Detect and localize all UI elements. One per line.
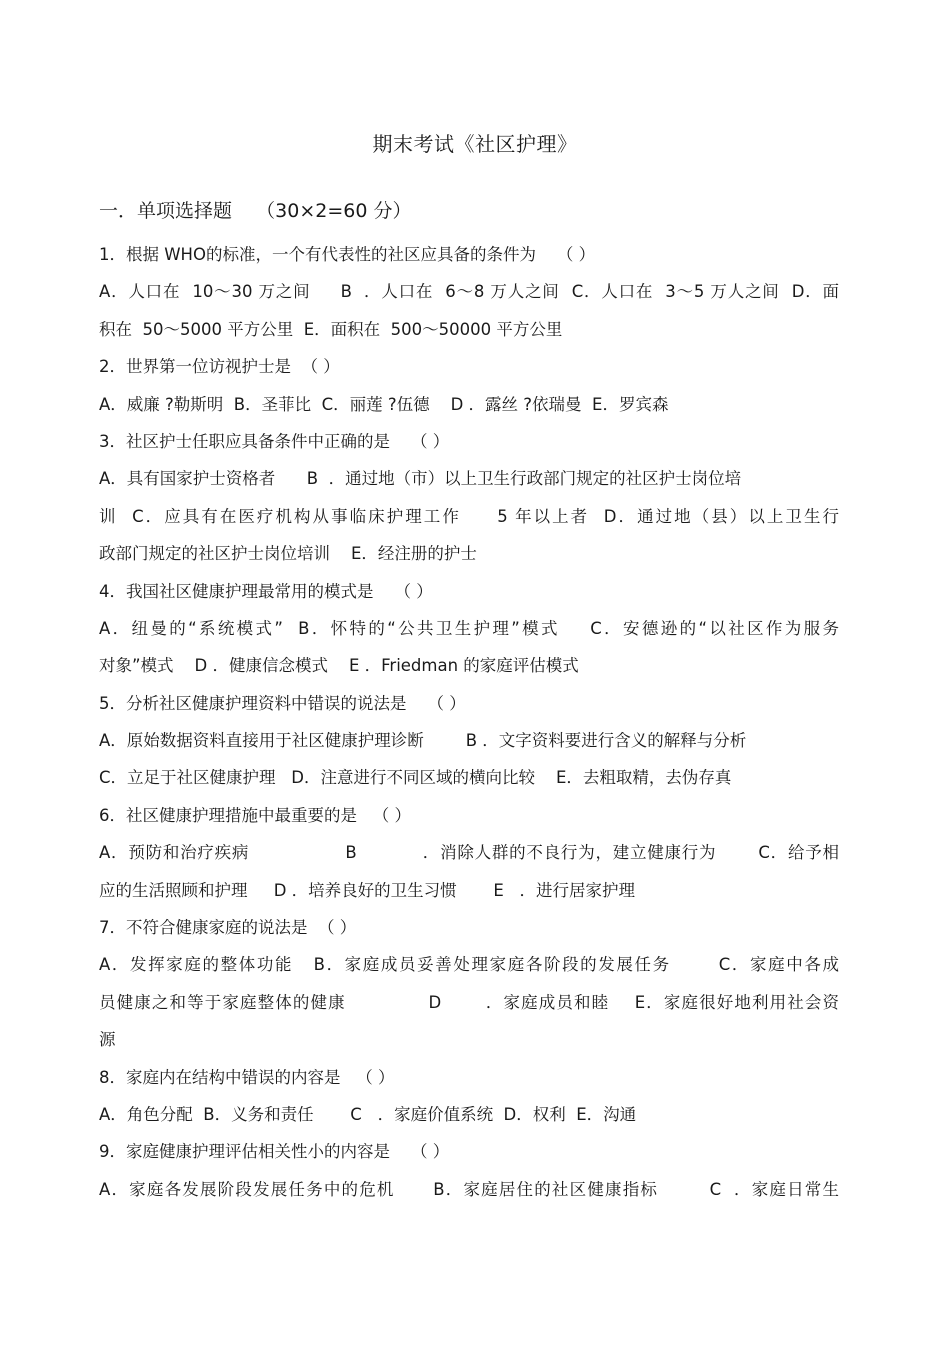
text-line: 4．我国社区健康护理最常用的模式是 （ ） bbox=[99, 581, 433, 601]
text-line: 训 C．应具有在医疗机构从事临床护理工作 5 年以上者 D．通过地（县）以上卫生行 bbox=[99, 506, 839, 526]
question-body bbox=[99, 236, 839, 1208]
text-line: 员健康之和等于家庭整体的健康 D ．家庭成员和睦 E．家庭很好地利用社会资 bbox=[99, 992, 839, 1012]
text-line: 对象”模式 D ．健康信念模式 E ．Friedman 的家庭评估模式 bbox=[99, 656, 579, 676]
text-line: 6．社区健康护理措施中最重要的是 （ ） bbox=[99, 805, 411, 825]
text-line: 2．世界第一位访视护士是 （ ） bbox=[99, 357, 340, 377]
text-line: 积在 50～5000 平方公里 E．面积在 500～50000 平方公里 bbox=[99, 319, 563, 339]
text-line: A．发挥家庭的整体功能 B．家庭成员妥善处理家庭各阶段的发展任务 C．家庭中各成 bbox=[99, 955, 839, 975]
text-line: A．角色分配 B．义务和责任 C ．家庭价值系统 D．权利 E．沟通 bbox=[99, 1104, 637, 1124]
text-line: 5．分析社区健康护理资料中错误的说法是 （ ） bbox=[99, 693, 466, 713]
text-line: 9．家庭健康护理评估相关性小的内容是 （ ） bbox=[99, 1142, 450, 1162]
text-line: A．家庭各发展阶段发展任务中的危机 B．家庭居住的社区健康指标 C ．家庭日常生 bbox=[99, 1179, 839, 1199]
text-line: C．立足于社区健康护理 D．注意进行不同区域的横向比较 E．去粗取精，去伪存真 bbox=[99, 768, 732, 788]
text-line: A．原始数据资料直接用于社区健康护理诊断 B ．文字资料要进行含义的解释与分析 bbox=[99, 731, 747, 751]
text-line: 8．家庭内在结构中错误的内容是 （ ） bbox=[99, 1067, 395, 1087]
text-line: 3．社区护士任职应具备条件中正确的是 （ ） bbox=[99, 431, 450, 451]
section-heading: 一．单项选择题 （30×2=60 分） bbox=[99, 200, 412, 222]
text-line: 政部门规定的社区护士岗位培训 E．经注册的护士 bbox=[99, 544, 477, 564]
text-line: 7．不符合健康家庭的说法是 （ ） bbox=[99, 918, 357, 938]
text-line: A．人口在 10～30 万之间 B ．人口在 6～8 万人之间 C．人口在 3～5 万人之间 D．面 bbox=[99, 282, 839, 302]
page-title: 期末考试《社区护理》 bbox=[372, 132, 578, 156]
text-line: A．预防和治疗疾病 B ．消除人群的不良行为，建立健康行为 C．给予相 bbox=[99, 843, 839, 863]
text-line: A．纽曼的“系统模式” B．怀特的“公共卫生护理”模式 C．安德逊的“以社区作为服务 bbox=[99, 618, 839, 638]
text-line: A．具有国家护士资格者 B ．通过地（市）以上卫生行政部门规定的社区护士岗位培 bbox=[99, 469, 742, 489]
text-line: 1．根据 WHO的标准，一个有代表性的社区应具备的条件为 （ ） bbox=[99, 245, 596, 264]
text-line: A．威廉 ?勒斯明 B．圣菲比 C．丽莲 ?伍德 D ．露丝 ?依瑞曼 E．罗宾森 bbox=[99, 394, 669, 414]
text-line: 应的生活照顾和护理 D ．培养良好的卫生习惯 E ．进行居家护理 bbox=[99, 880, 636, 900]
text-line: 源 bbox=[99, 1030, 116, 1050]
